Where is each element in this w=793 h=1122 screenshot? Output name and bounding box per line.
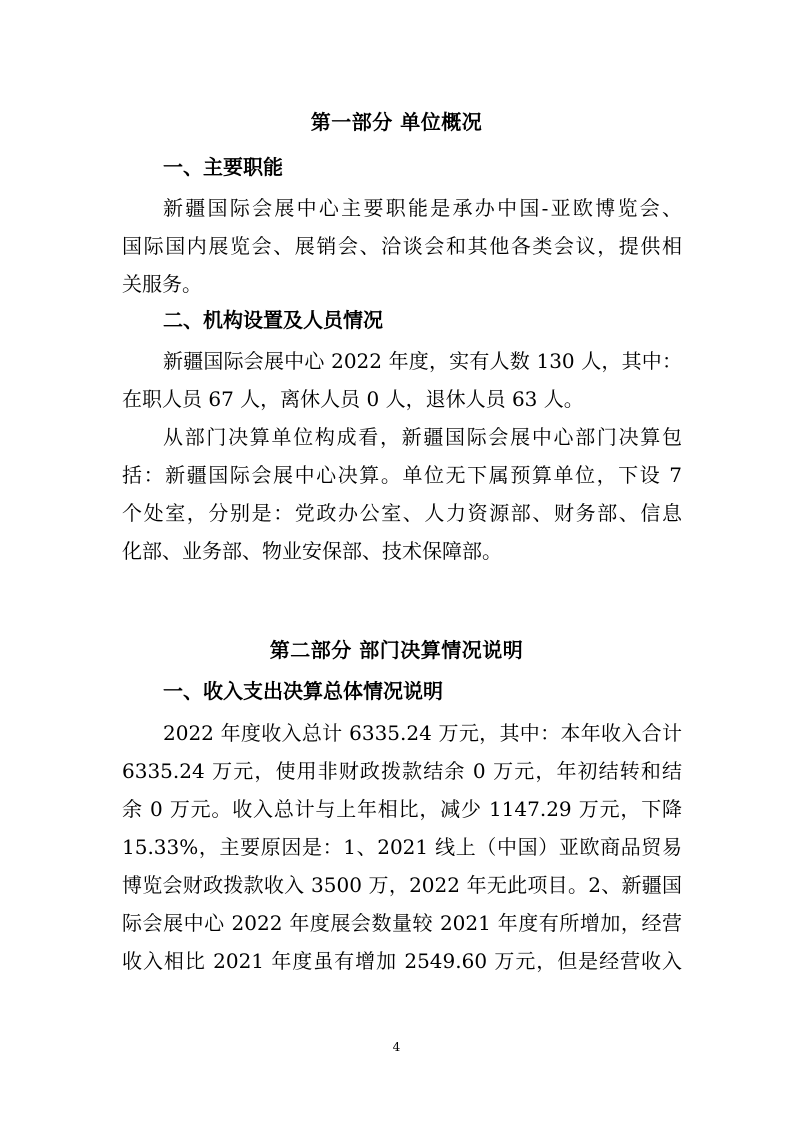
paragraph-line: 国际国内展览会、展销会、洽谈会和其他各类会议，提供相 [122, 234, 682, 258]
paragraph-line: 余 0 万元。收入总计与上年相比，减少 1147.29 万元，下降 [122, 797, 682, 821]
paragraph-line: 从部门决算单位构成看，新疆国际会展中心部门决算包 [163, 425, 682, 449]
paragraph-line: 博览会财政拨款收入 3500 万，2022 年无此项目。2、新疆国 [122, 873, 682, 897]
paragraph-line: 新疆国际会展中心主要职能是承办中国-亚欧博览会、 [163, 196, 682, 220]
section-heading-organization: 二、机构设置及人员情况 [163, 308, 383, 332]
paragraph-line: 6335.24 万元，使用非财政拨款结余 0 万元，年初结转和结 [122, 759, 682, 783]
page-number: 4 [392, 1040, 401, 1054]
paragraph-line: 括：新疆国际会展中心决算。单位无下属预算单位，下设 7 [122, 463, 682, 487]
paragraph-line: 新疆国际会展中心 2022 年度，实有人数 130 人，其中： [163, 349, 682, 373]
part1-title: 第一部分 单位概况 [310, 110, 483, 134]
paragraph-line: 化部、业务部、物业安保部、技术保障部。 [122, 539, 502, 563]
paragraph-line: 关服务。 [122, 272, 202, 296]
paragraph-line: 收入相比 2021 年度虽有增加 2549.60 万元，但是经营收入 [122, 949, 682, 973]
section-heading-main-functions: 一、主要职能 [163, 155, 283, 179]
paragraph-line: 个处室，分别是：党政办公室、人力资源部、财务部、信息 [122, 501, 682, 525]
paragraph-line: 2022 年度收入总计 6335.24 万元，其中：本年收入合计 [163, 721, 682, 745]
paragraph-line: 15.33%，主要原因是：1、2021 线上（中国）亚欧商品贸易 [122, 835, 682, 859]
part2-title: 第二部分 部门决算情况说明 [269, 638, 524, 662]
paragraph-line: 际会展中心 2022 年度展会数量较 2021 年度有所增加，经营 [122, 911, 682, 935]
paragraph-line: 在职人员 67 人，离休人员 0 人，退休人员 63 人。 [122, 387, 584, 411]
section-heading-revenue-expenditure: 一、收入支出决算总体情况说明 [163, 679, 443, 703]
